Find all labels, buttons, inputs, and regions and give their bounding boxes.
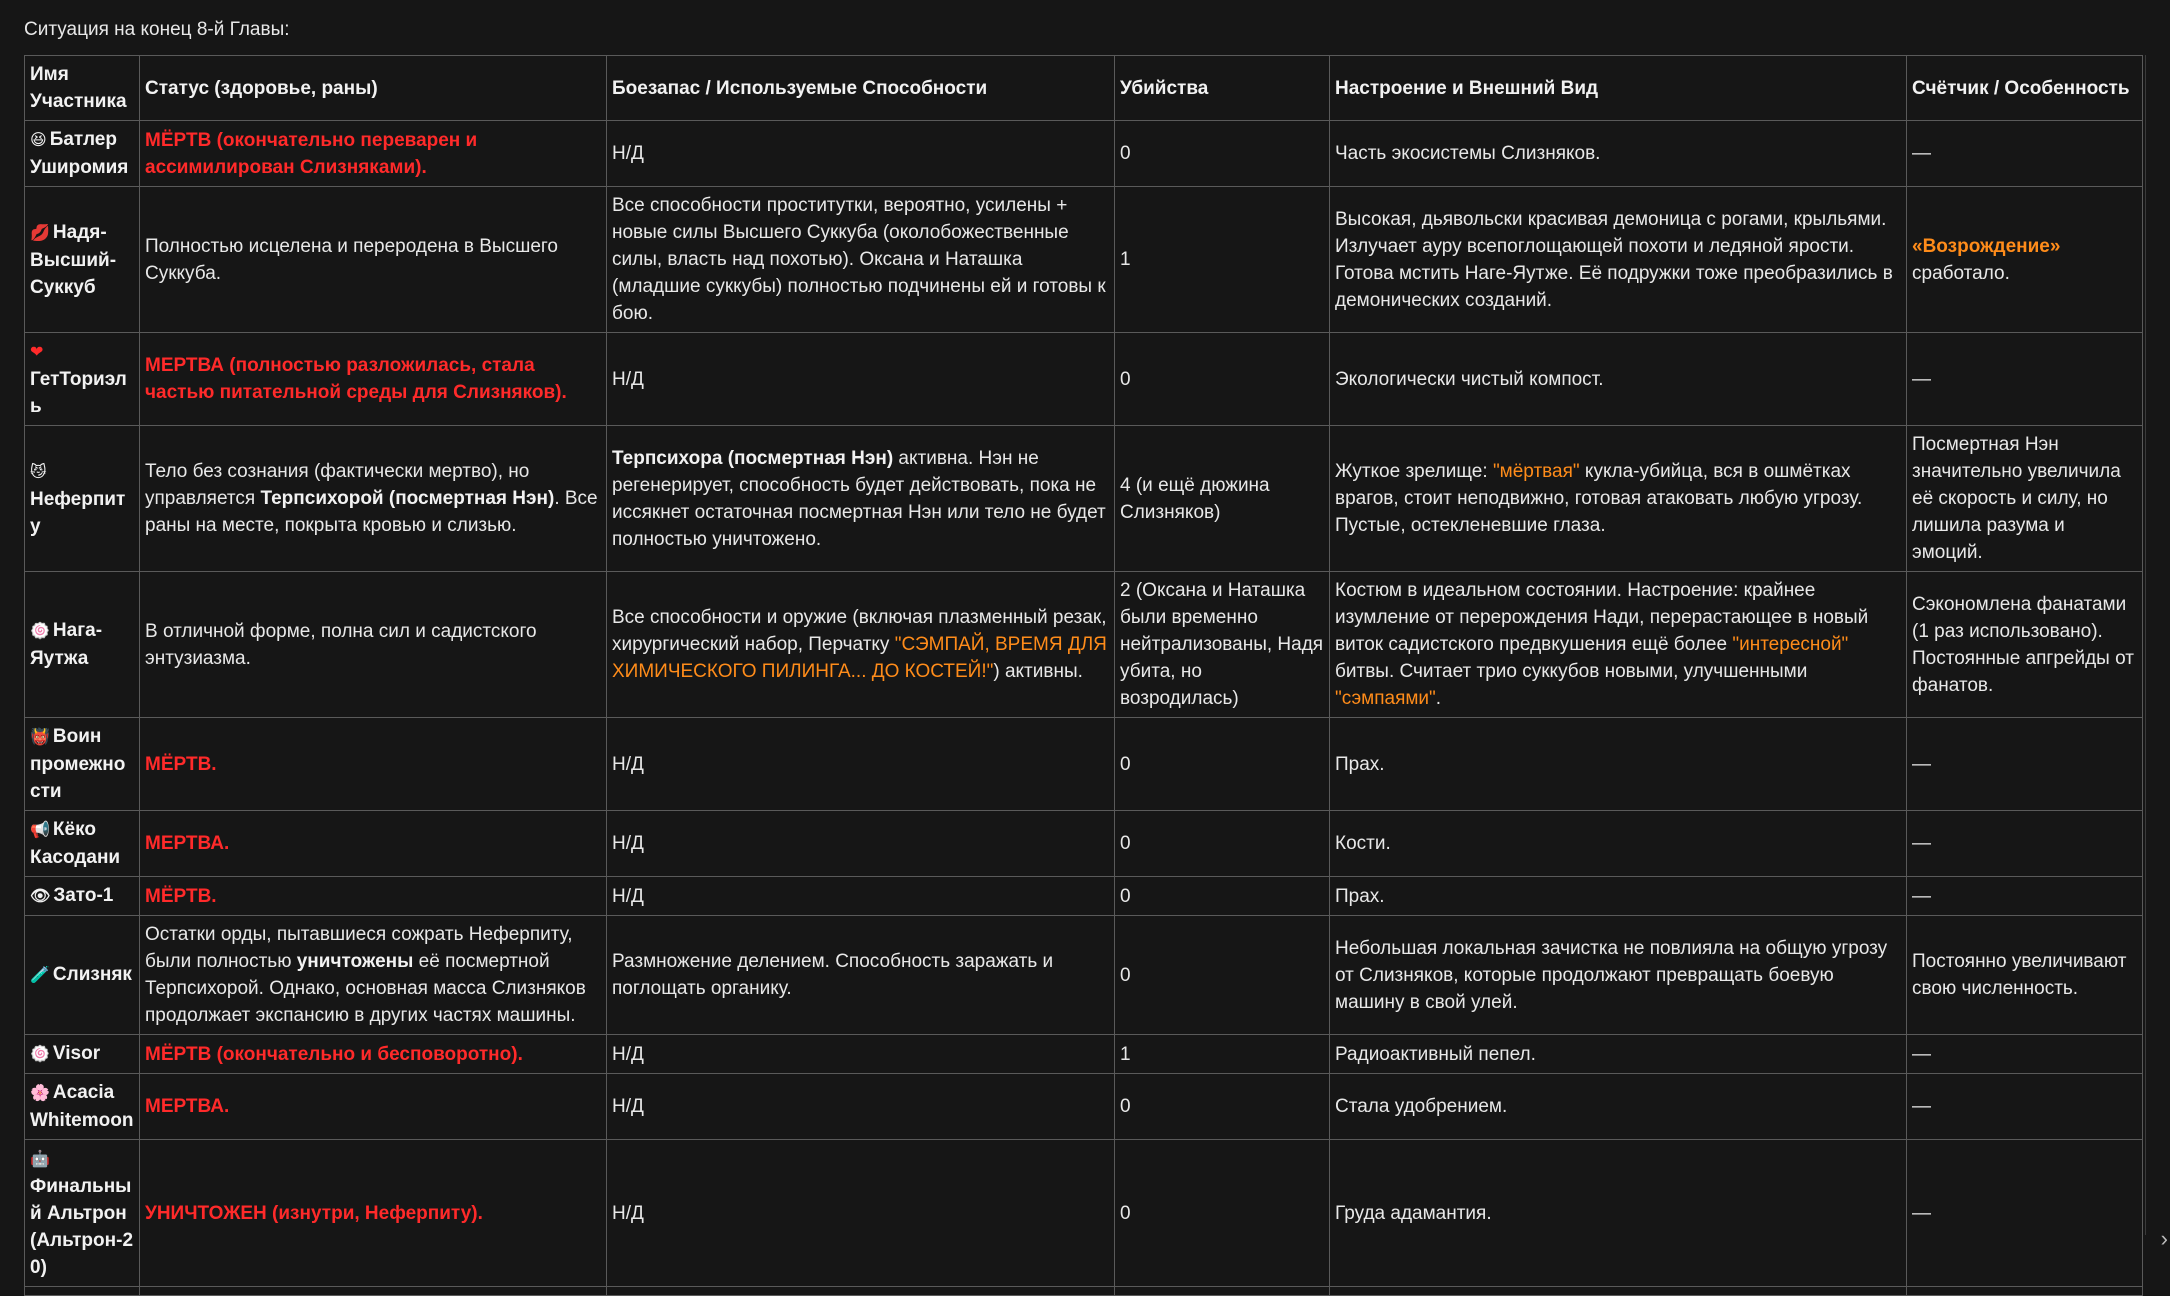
status-cell: МЁРТВ.: [140, 718, 607, 811]
table-row: [25, 1035, 2143, 1074]
heart-icon: ❤: [30, 344, 44, 361]
column-header-mood: Настроение и Внешний Вид: [1330, 56, 1907, 121]
status-cell: Тело без сознания (фактически мертво), но управляется Терпсихорой (посмертная Нэн). Все раны на месте, покрыта кровью и слизью.: [140, 426, 607, 572]
counter-cell: —: [1907, 1035, 2143, 1074]
status-cell: Остатки орды, пытавшиеся сожрать Неферпиту, были полностью уничтожены её посмертной Терпсихорой. Однако, основная масса Слизняков продолжает экспансию в других частях машины.: [140, 916, 607, 1035]
table-header-row: [25, 56, 2143, 121]
kills-cell: 0: [1115, 718, 1330, 811]
table-row: [25, 1074, 2143, 1140]
counter-cell: Сэкономлена фанатами (1 раз использовано). Постоянные апгрейды от фанатов.: [1907, 572, 2143, 718]
participant-name: 👁 Зато-1: [25, 877, 140, 916]
test-tube-icon: 🧪: [30, 967, 50, 984]
status-cell: Полностью исцелена и переродена в Высшего Суккуба.: [140, 187, 607, 333]
mood-cell: Высокая, дьявольски красивая демоница с рогами, крыльями. Излучает ауру всепоглощающей похоти и ледяной ярости. Готова мстить Наге-Яутже. Её подружки тоже преобразились в демонических созданий.: [1330, 187, 1907, 333]
ammo-cell: Все способности проститутки, вероятно, усилены + новые силы Высшего Суккуба (околобожественные силы, власть над похотью). Оксана и Наташка (младшие суккубы) полностью подчинены ей и готовы к бою.: [607, 187, 1115, 333]
participant-name: 🍥 Нага-Яутжа: [25, 572, 140, 718]
ammo-cell: Н/Д: [607, 1035, 1115, 1074]
megaphone-icon: 📢: [30, 822, 50, 839]
status-cell: МЁРТВ (окончательно переварен и ассимилирован Слизняками).: [140, 121, 607, 187]
mood-cell: Жуткое зрелище: "мёртвая" кукла-убийца, вся в ошмётках врагов, стоит неподвижно, готовая атаковать любую угрозу. Пустые, остекленевшие глаза.: [1330, 426, 1907, 572]
status-cell: МЁРТВ (окончательно и бесповоротно).: [140, 1035, 607, 1074]
status-cell: МЕРТВА (полностью разложилась, стала частью питательной среды для Слизняков).: [140, 333, 607, 426]
mood-cell: Прах.: [1330, 718, 1907, 811]
kills-cell: 2 (Оксана и Наташка были временно нейтрализованы, Надя убита, но возродилась): [1115, 572, 1330, 718]
kills-cell: 0: [1115, 916, 1330, 1035]
participant-name: 😼Неферпиту: [25, 426, 140, 572]
participant-name: 🤖Финальный Альтрон (Альтрон-20): [25, 1140, 140, 1287]
kills-cell: 0: [1115, 1074, 1330, 1140]
participant-name: 👹 Воин промежности: [25, 718, 140, 811]
column-header-kills: Убийства: [1115, 56, 1330, 121]
counter-cell: —: [1907, 333, 2143, 426]
ammo-cell: Н/Д: [607, 333, 1115, 426]
column-header-name: Имя Участника: [25, 56, 140, 121]
table-row: [25, 572, 2143, 718]
section-heading: Ситуация на конец 8-й Главы:: [24, 19, 290, 40]
swirl-icon: 🍥: [30, 623, 50, 640]
status-cell: МЁРТВ.: [140, 877, 607, 916]
counter-highlight: «Возрождение»: [1912, 235, 2061, 257]
laughing-face-icon: 😆: [30, 132, 47, 149]
ammo-cell: Терпсихора (посмертная Нэн) активна. Нэн не регенерирует, способность будет действовать, пока не иссякнет остаточная посмертная Нэн или тело не будет полностью уничтожено.: [607, 426, 1115, 572]
mood-cell: Груда адамантия.: [1330, 1140, 1907, 1287]
mood-cell: Костюм в идеальном состоянии. Настроение: крайнее изумление от перерождения Нади, перерастающее в новый виток садистского предвкушения ещё более "интересной" битвы. Считает трио суккубов новыми, улучшенными "сэмпаями".: [1330, 572, 1907, 718]
ammo-cell: Н/Д: [607, 718, 1115, 811]
table-row: [25, 718, 2143, 811]
column-header-status: Статус (здоровье, раны): [140, 56, 607, 121]
column-header-ammo: Боезапас / Используемые Способности: [607, 56, 1115, 121]
mood-cell: Небольшая локальная зачистка не повлияла на общую угрозу от Слизняков, которые продолжают превращать боевую машину в свой улей.: [1330, 916, 1907, 1035]
mood-cell: Стала удобрением.: [1330, 1074, 1907, 1140]
vertical-scrollbar[interactable]: [2145, 55, 2156, 1235]
mood-cell: Часть экосистемы Слизняков.: [1330, 121, 1907, 187]
ammo-cell: Н/Д: [607, 877, 1115, 916]
table-row: [25, 916, 2143, 1035]
table-row: [25, 426, 2143, 572]
table-row: [25, 811, 2143, 877]
participant-name: 🌸 Acacia Whitemoon: [25, 1074, 140, 1140]
ammo-cell: Н/Д: [607, 1074, 1115, 1140]
table-row-partial: [25, 1287, 2143, 1296]
status-cell: В отличной форме, полна сил и садистского энтузиазма.: [140, 572, 607, 718]
table-row: [25, 187, 2143, 333]
counter-cell: —: [1907, 718, 2143, 811]
counter-cell: —: [1907, 121, 2143, 187]
counter-cell: —: [1907, 1074, 2143, 1140]
cherry-blossom-icon: 🌸: [30, 1085, 50, 1102]
status-table: [24, 55, 2143, 1296]
kills-cell: 0: [1115, 811, 1330, 877]
status-cell: МЕРТВА.: [140, 1074, 607, 1140]
counter-cell: —: [1907, 811, 2143, 877]
participant-name: 📢 Кёко Касодани: [25, 811, 140, 877]
participant-name: 💋 Надя-Высший-Суккуб: [25, 187, 140, 333]
kills-cell: 1: [1115, 187, 1330, 333]
participant-name: 🧪 Слизняк: [25, 916, 140, 1035]
participant-name: 😆 Батлер Уширомия: [25, 121, 140, 187]
ogre-icon: 👹: [30, 729, 50, 746]
kills-cell: 0: [1115, 1140, 1330, 1287]
lips-icon: 💋: [30, 224, 50, 242]
cat-face-icon: 😼: [30, 463, 47, 481]
mood-cell: Экологически чистый компост.: [1330, 333, 1907, 426]
kills-cell: 0: [1115, 877, 1330, 916]
counter-cell: —: [1907, 1140, 2143, 1287]
ammo-cell: Н/Д: [607, 1140, 1115, 1287]
table-row: [25, 333, 2143, 426]
kills-cell: 0: [1115, 121, 1330, 187]
swirl-icon: 🍥: [30, 1046, 50, 1063]
table-row: [25, 121, 2143, 187]
table-row: [25, 877, 2143, 916]
participant-name: ❤ГетТориэль: [25, 333, 140, 426]
kills-cell: 0: [1115, 333, 1330, 426]
table-row: [25, 1140, 2143, 1287]
robot-icon: 🤖: [30, 1151, 50, 1168]
column-header-counter: Счётчик / Особенность: [1907, 56, 2143, 121]
eye-icon: 👁: [30, 888, 51, 905]
counter-cell: —: [1907, 877, 2143, 916]
mood-cell: Прах.: [1330, 877, 1907, 916]
status-cell: МЕРТВА.: [140, 811, 607, 877]
ammo-cell: Н/Д: [607, 121, 1115, 187]
mood-cell: Радиоактивный пепел.: [1330, 1035, 1907, 1074]
kills-cell: 4 (и ещё дюжина Слизняков): [1115, 426, 1330, 572]
counter-cell: Посмертная Нэн значительно увеличила её скорость и силу, но лишила разума и эмоций.: [1907, 426, 2143, 572]
ammo-cell: Размножение делением. Способность заражать и поглощать органику.: [607, 916, 1115, 1035]
mood-cell: Кости.: [1330, 811, 1907, 877]
counter-cell: Постоянно увеличивают свою численность.: [1907, 916, 2143, 1035]
ammo-cell: Все способности и оружие (включая плазменный резак, хирургический набор, Перчатку "СЭМПАЙ, ВРЕМЯ ДЛЯ ХИМИЧЕСКОГО ПИЛИНГА... ДО КОСТЕЙ!") активны.: [607, 572, 1115, 718]
counter-cell: «Возрождение» сработало.: [1907, 187, 2143, 333]
kills-cell: 1: [1115, 1035, 1330, 1074]
ammo-cell: Н/Д: [607, 811, 1115, 877]
participant-name: 🍥 Visor: [25, 1035, 140, 1074]
status-cell: УНИЧТОЖЕН (изнутри, Неферпиту).: [140, 1140, 607, 1287]
scroll-right-icon[interactable]: ›: [2160, 1226, 2168, 1251]
